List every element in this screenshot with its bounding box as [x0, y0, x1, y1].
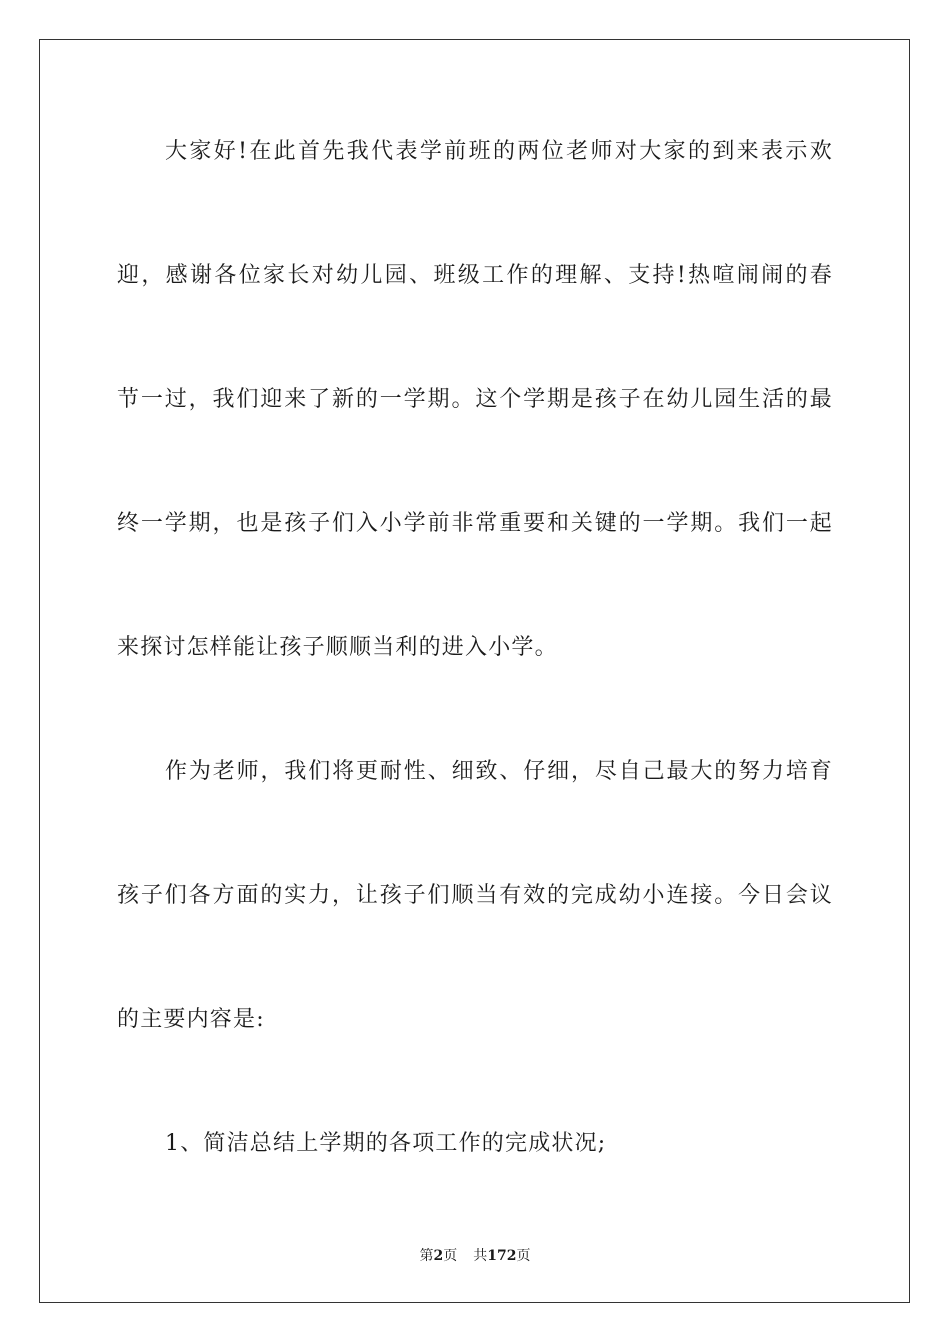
paragraph-1-line-4: 终一学期，也是孩子们入小学前非常重要和关键的一学期。我们一起	[117, 511, 833, 536]
paragraph-2-line-2: 孩子们各方面的实力，让孩子们顺当有效的完成幼小连接。今日会议	[117, 883, 833, 908]
page-label-suffix: 页	[443, 1248, 458, 1264]
paragraph-1-line-3: 节一过，我们迎来了新的一学期。这个学期是孩子在幼儿园生活的最	[117, 387, 833, 412]
list-item-1: 1、简洁总结上学期的各项工作的完成状况;	[165, 1131, 607, 1156]
page-label-prefix: 第	[419, 1248, 434, 1264]
total-label-prefix: 共	[473, 1248, 488, 1264]
page-border	[39, 39, 910, 1303]
page-number: 2	[433, 1248, 444, 1264]
paragraph-2-line-1: 作为老师，我们将更耐性、细致、仔细，尽自己最大的努力培育	[165, 759, 833, 784]
total-pages: 172	[487, 1248, 517, 1264]
paragraph-2-line-3: 的主要内容是:	[117, 1007, 265, 1032]
total-label-suffix: 页	[516, 1248, 531, 1264]
paragraph-1-line-2: 迎，感谢各位家长对幼儿园、班级工作的理解、支持!热喧闹闹的春	[117, 263, 833, 288]
paragraph-1-line-1: 大家好!在此首先我代表学前班的两位老师对大家的到来表示欢	[165, 139, 833, 164]
page-footer	[0, 1247, 950, 1265]
paragraph-1-line-5: 来探讨怎样能让孩子顺顺当利的进入小学。	[117, 635, 558, 660]
